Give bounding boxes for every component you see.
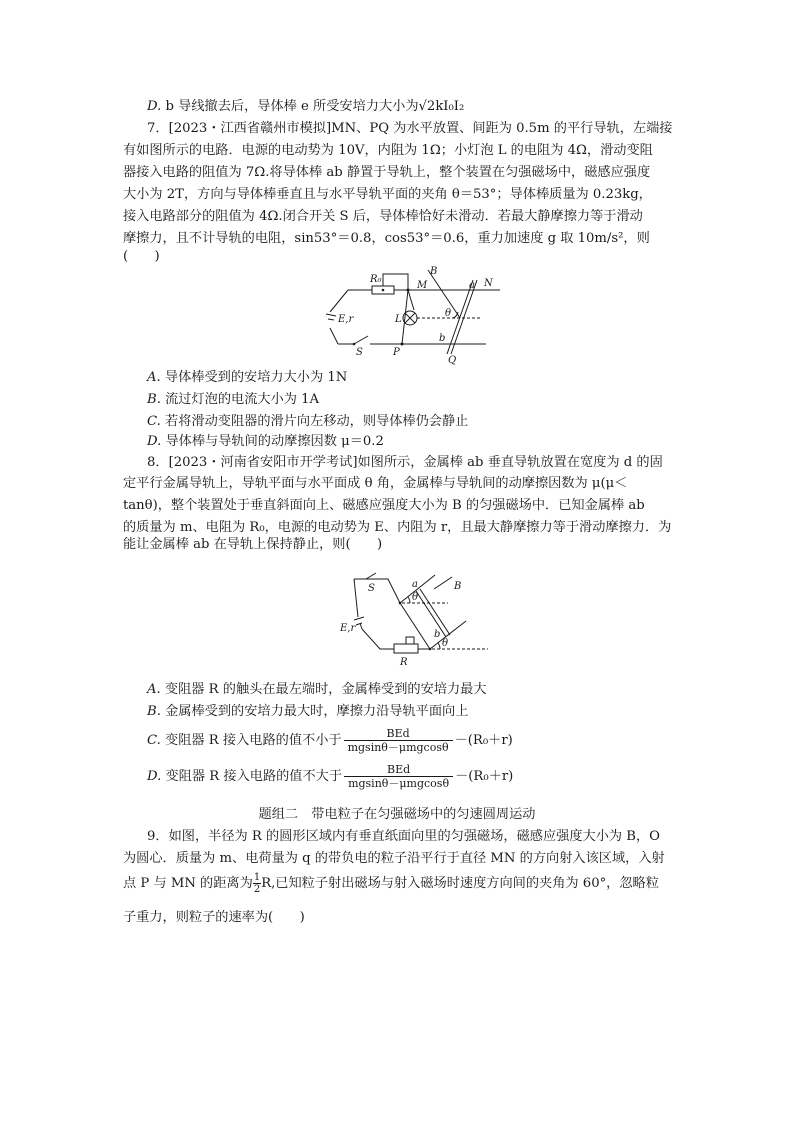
q7-stem-line: 大小为 2T，方向与导体棒垂直且与水平导轨平面的夹角 θ＝53°；导体棒质量为 0.23kg，	[123, 187, 652, 202]
q7-label-b: b	[439, 333, 446, 344]
q9-stem-line: 9．如图，半径为 R 的圆形区域内有垂直纸面向里的匀强磁场，磁感应强度大小为 B，O	[147, 829, 660, 844]
q7-label-r0: R₀	[370, 274, 382, 285]
q9-stem-line: 子重力，则粒子的速率为( )	[123, 910, 305, 925]
q7-answer-blank: ( )	[123, 249, 160, 264]
q8-option-d: D. 变阻器 R 接入电路的值不大于 $\frac{\text{BEd}}{\text{mgsinθ－μmgcosθ}}$ －(R₀＋r)	[147, 763, 514, 790]
q8-stem-line: 的质量为 m、电阻为 R₀，电源的电动势为 E、内阻为 r，且最大静摩擦力等于滑动摩擦力．为	[123, 520, 672, 535]
q7-label-l: L	[395, 314, 402, 325]
q8-label-a: a	[412, 579, 418, 590]
q7-stem-line: 接入电路部分的阻值为 4Ω.闭合开关 S 后，导体棒恰好未滑动．若最大静摩擦力等于滑动	[123, 209, 643, 224]
q7-option-b: B. 流过灯泡的电流大小为 1A	[147, 392, 320, 407]
q8-label-er: E,r	[340, 623, 356, 634]
q7-label-s: S	[356, 347, 363, 358]
q7-stem-line: 有如图所示的电路．电源的电动势为 10V，内阻为 1Ω；小灯泡 L 的电阻为 4Ω，滑动变阻	[123, 143, 653, 158]
q8-stem-line: tanθ)，整个装置处于垂直斜面向上、磁感应强度大小为 B 的匀强磁场中．已知金属棒 ab	[123, 498, 645, 513]
q7-label-m: M	[417, 280, 428, 291]
q7-option-d: D. 导体棒与导轨间的动摩擦因数 μ＝0.2	[147, 434, 384, 449]
q6-option-d: D. b 导线撤去后，导体棒 e 所受安培力大小为√2kI₀I₂	[147, 99, 465, 114]
q7-circuit-figure	[310, 262, 510, 366]
q8-option-a: A. 变阻器 R 的触头在最左端时，金属棒受到的安培力最大	[147, 682, 487, 697]
q8-label-b-field: B	[454, 581, 462, 592]
q8-option-b: B. 金属棒受到的安培力最大时，摩擦力沿导轨平面向上	[147, 704, 469, 719]
q7-label-a: a	[469, 280, 475, 291]
q8-label-r: R	[400, 657, 408, 668]
q7-label-b-field: B	[430, 266, 438, 277]
q7-label-er: E,r	[338, 314, 354, 325]
q8-option-c: C. 变阻器 R 接入电路的值不小于 $\frac{\text{BEd}}{\text{mgsinθ－μmgcosθ}}$ －(R₀＋r)	[147, 727, 513, 754]
q9-stem-line: 为圆心．质量为 m、电荷量为 q 的带负电的粒子沿平行于直径 MN 的方向射入该区域，入射	[123, 851, 665, 866]
q7-option-c: C. 若将滑动变阻器的滑片向左移动，则导体棒仍会静止	[147, 414, 469, 429]
q7-label-theta: θ	[445, 308, 452, 319]
q8-label-theta-bottom: θ	[442, 638, 449, 649]
q8-incline-circuit-figure	[340, 567, 490, 672]
q9-stem-line: 点 P 与 MN 的距离为 $\frac{1}{2}$ R,已知粒子射出磁场与射入磁场时速度方向间的夹角为 60°，忽略粒	[123, 872, 659, 895]
q8-stem-line: 8．[2023・河南省安阳市开学考试]如图所示，金属棒 ab 垂直导轨放置在宽度为 d 的固	[147, 455, 663, 470]
q8-option-c-fraction: $\frac{\text{BEd}}{\text{mgsinθ－μmgcosθ}}$	[344, 727, 453, 754]
q8-label-theta-top: θ	[412, 592, 419, 603]
q8-label-b: b	[434, 629, 441, 640]
q7-stem-line: 器接入电路的阻值为 7Ω.将导体棒 ab 静置于导轨上，整个装置在匀强磁场中，磁感应强度	[123, 165, 651, 180]
section-heading: 题组二 带电粒子在匀强磁场中的匀速圆周运动	[258, 807, 536, 822]
q8-stem-line: 能让金属棒 ab 在导轨上保持静止，则( )	[123, 537, 383, 552]
q8-stem-line: 定平行金属导轨上，导轨平面与水平面成 θ 角，金属棒与导轨间的动摩擦因数为 μ(μ＜	[123, 476, 628, 491]
q7-label-n: N	[484, 278, 493, 289]
q7-label-p: P	[393, 347, 400, 358]
q8-option-d-fraction: $\frac{\text{BEd}}{\text{mgsinθ－μmgcosθ}}$	[344, 763, 453, 790]
q8-label-s: S	[368, 583, 375, 594]
q7-stem-line: 7．[2023・江西省赣州市模拟]MN、PQ 为水平放置、间距为 0.5m 的平行导轨，左端接	[147, 121, 673, 136]
q7-option-a: A. 导体棒受到的安培力大小为 1N	[147, 370, 348, 385]
q9-half-fraction: $\frac{1}{2}$	[253, 872, 261, 895]
q7-stem-line: 摩擦力，且不计导轨的电阻，sin53°＝0.8，cos53°＝0.6，重力加速度 g 取 10m/s²，则	[123, 231, 650, 246]
q7-label-q: Q	[448, 355, 457, 366]
